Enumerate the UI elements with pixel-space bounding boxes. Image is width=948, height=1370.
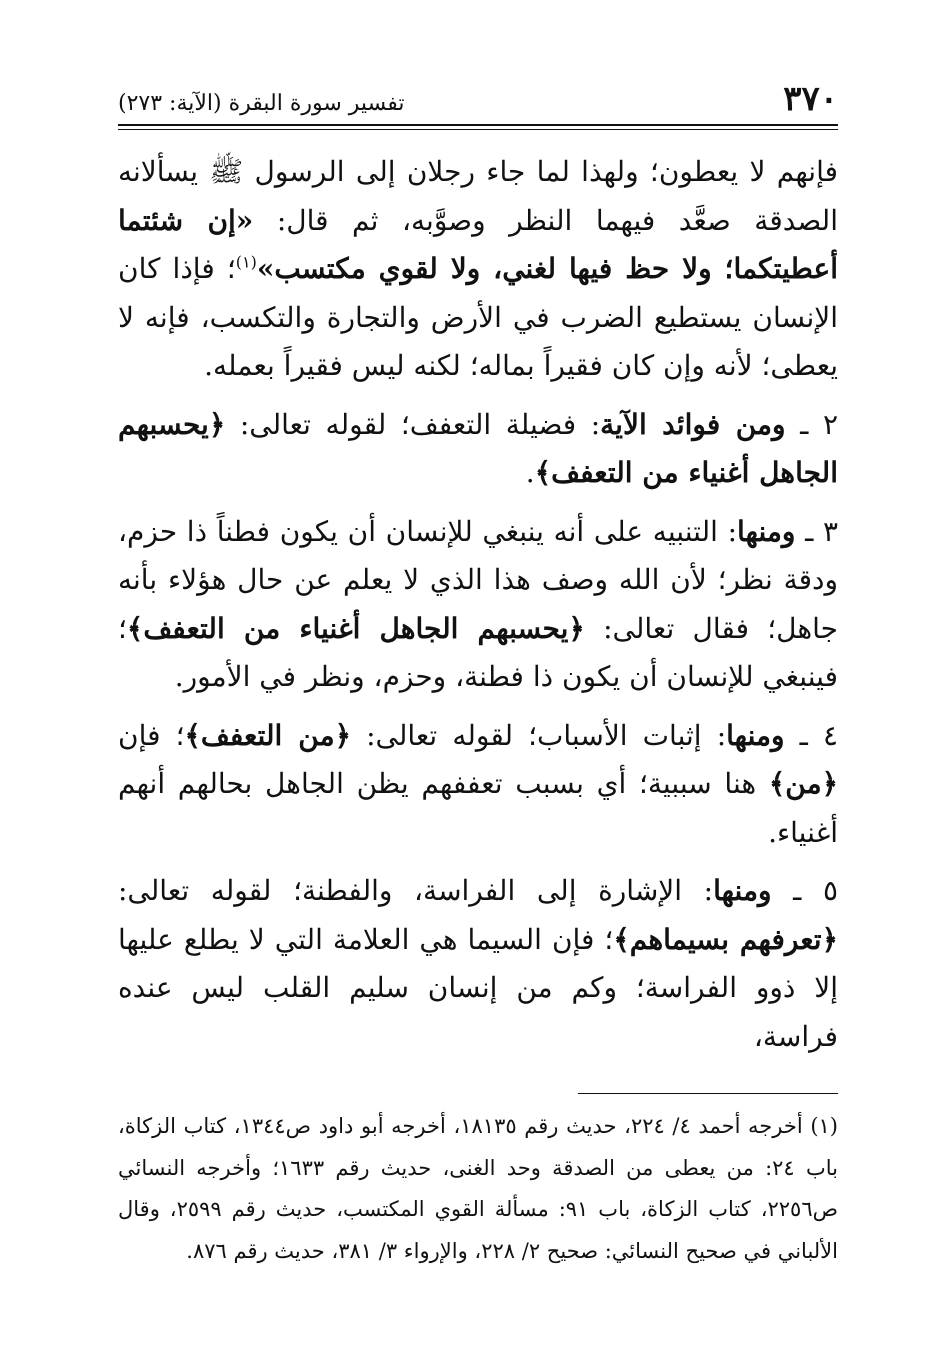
p5-text-2: ؛ فإن السيما هي العلامة التي لا يطلع عليها إلا ذوو الفراسة؛ وكم من إنسان سليم القلب ليس عنده فراسة، bbox=[118, 922, 838, 1053]
p4-text-1: : إثبات الأسباب؛ لقوله تعالى: bbox=[350, 718, 727, 752]
paragraph-1 bbox=[118, 148, 838, 391]
p2-lead: ٢ ـ bbox=[785, 407, 838, 441]
p1-text-1: فإنهم لا يعطون؛ ولهذا لما جاء رجلان إلى الرسول ﷺ يسألانه الصدقة صعَّد فيهما النظر وصوَّبه، ثم قال: bbox=[118, 155, 838, 237]
p4-word: ﴿من﴾ bbox=[768, 767, 838, 800]
p4-lead: ٤ ـ bbox=[784, 718, 839, 752]
header-rule-thin bbox=[118, 129, 838, 130]
p3-text-2: ؛ فينبغي للإنسان أن يكون ذا فطنة، وحزم، ونظر في الأمور. bbox=[118, 611, 838, 693]
footnote-reference: (١) bbox=[235, 252, 257, 272]
footnote-separator bbox=[578, 1093, 838, 1094]
p5-lead: ٥ ـ bbox=[771, 874, 838, 907]
page-number: ٣٧٠ bbox=[783, 79, 838, 119]
p5-text-1: : الإشارة إلى الفراسة، والفطنة؛ لقوله تعالى: bbox=[118, 874, 714, 907]
p4-text-2: ؛ فإن bbox=[118, 718, 185, 752]
main-text bbox=[118, 148, 838, 1061]
p4-text-3: هنا سببية؛ أي بسبب تعففهم يظن الجاهل بحالهم أنهم أغنياء. bbox=[118, 767, 838, 849]
paragraph-2 bbox=[118, 401, 838, 498]
p5-heading: ومنها bbox=[713, 874, 772, 907]
p2-text-2: . bbox=[525, 456, 535, 489]
header-rule-thick bbox=[118, 124, 838, 126]
paragraph-3 bbox=[118, 508, 838, 702]
page-header bbox=[118, 70, 838, 119]
paragraph-5 bbox=[118, 867, 838, 1061]
p4-verse: ﴿من التعفف﴾ bbox=[184, 718, 351, 752]
p2-text-1: : فضيلة التعفف؛ لقوله تعالى: bbox=[225, 407, 601, 441]
p2-verse: ﴿يحسبهم الجاهل أغنياء من التعفف﴾ bbox=[118, 407, 838, 489]
p4-heading: ومنها bbox=[726, 718, 785, 752]
hadith-quote: «إن شئتما أعطيتكما؛ ولا حظ فيها لغني، ولا لقوي مكتسب» bbox=[118, 203, 838, 285]
running-title: تفسير سورة البقرة (الآية: ٢٧٣) bbox=[118, 90, 405, 116]
paragraph-4 bbox=[118, 712, 838, 858]
p5-verse: ﴿تعرفهم بسيماهم﴾ bbox=[613, 922, 839, 956]
p3-text-1: : التنبيه على أنه ينبغي للإنسان أن يكون فطناً ذا حزم، ودقة نظر؛ لأن الله وصف هذا الذي لا يعلم عن حال هؤلاء بأنه جاهل؛ فقال تعالى: bbox=[118, 514, 838, 645]
book-page bbox=[118, 70, 838, 1300]
p3-lead: ٣ ـ bbox=[795, 514, 838, 548]
p1-text-2: ؛ فإذا كان الإنسان يستطيع الضرب في الأرض والتجارة والتكسب، فإنه لا يعطى؛ لأنه وإن كان فقيراً بماله؛ لكنه ليس فقيراً بعمله. bbox=[118, 252, 838, 382]
p2-heading: ومن فوائد الآية bbox=[600, 407, 786, 441]
footnote: (١) أخرجه أحمد ٤/ ٢٢٤، حديث رقم ١٨١٣٥، أخرجه أبو داود ص١٣٤٤، كتاب الزكاة، باب ٢٤: من يعطى من الصدقة وحد الغنى، حديث رقم ١٦٣٣؛ وأخرجه النسائي ص٢٢٥٦، كتاب الزكاة، باب ٩١: مسألة القوي المكتسب، حديث رقم ٢٥٩٩، وقال الألباني في صحيح النسائي: صحيح ٢/ ٢٢٨، والإرواء ٣/ ٣٨١، حديث رقم ٨٧٦. bbox=[118, 1114, 838, 1263]
p3-verse: ﴿يحسبهم الجاهل أغنياء من التعفف﴾ bbox=[126, 611, 585, 645]
p3-heading: ومنها bbox=[737, 514, 796, 548]
